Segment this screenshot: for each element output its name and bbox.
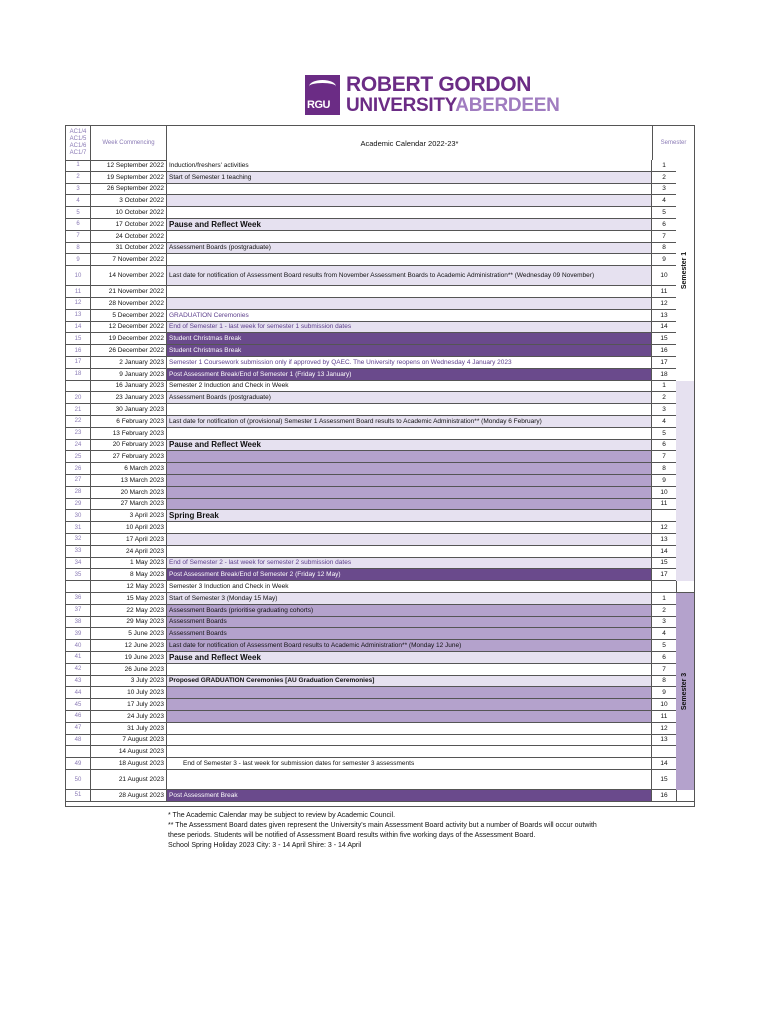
row-number: 26 [74,465,82,472]
event-cell: Start of Semester 3 (Monday 15 May) [166,593,652,604]
semester-week: 3 [652,617,677,628]
semester-week: 8 [652,463,677,474]
week-date: 12 September 2022 [90,160,166,171]
event-cell [166,770,652,789]
event-cell: Semester 1 Coursework submission only if approved by QAEC. The University reopens on Wednesday 4 January 2023 [166,357,652,368]
week-date: 21 August 2023 [90,770,166,789]
semester-week: 5 [652,640,677,651]
semester-week: 2 [652,392,677,403]
week-date: 26 June 2023 [90,664,166,675]
semester-week: 16 [652,345,677,356]
week-date: 13 February 2023 [90,428,166,439]
rgu-badge-icon [305,75,340,115]
logo-aberdeen: ABERDEEN [455,95,560,116]
semester-week: 14 [652,758,677,769]
row-number: 16 [74,347,82,354]
event-cell: Assessment Boards (postgraduate) [166,392,652,403]
event-cell [166,487,652,498]
row-number [66,581,90,592]
semester-week: 10 [652,266,677,285]
ac-code: AC1/5 [69,136,87,142]
semester-band [676,381,694,582]
table-row [66,593,694,605]
table-row [66,510,694,522]
event-cell: Proposed GRADUATION Ceremonies [AU Graduation Ceremonies] [166,676,652,687]
semester-week: 17 [652,569,677,580]
week-date: 28 November 2022 [90,298,166,309]
row-number: 51 [74,792,82,799]
week-date: 12 June 2023 [90,640,166,651]
row-number: 30 [74,512,82,519]
ac-code: AC1/7 [69,150,87,156]
row-number: 25 [74,453,82,460]
table-row [66,286,694,298]
week-date: 16 January 2023 [90,381,166,392]
table-row [66,231,694,243]
event-cell: Pause and Reflect Week [166,440,652,451]
semester-week: 9 [652,687,677,698]
week-date: 20 March 2023 [90,487,166,498]
table-row [66,790,694,802]
row-number: 46 [74,713,82,720]
table-row [66,687,694,699]
ac-code: AC1/4 [69,129,87,135]
event-cell [166,723,652,734]
week-date: 22 May 2023 [90,605,166,616]
semester-week: 18 [652,369,677,380]
semester-week: 7 [652,231,677,242]
week-date: 17 October 2022 [90,219,166,230]
footnote: School Spring Holiday 2023 City: 3 - 14 April Shire: 3 - 14 April [168,842,362,849]
table-row [66,746,694,758]
table-row [66,723,694,735]
row-number: 31 [74,524,82,531]
table-row [66,711,694,723]
semester-week [652,510,677,521]
week-date: 19 December 2022 [90,333,166,344]
row-number: 6 [76,221,80,228]
semester-week: 9 [652,254,677,265]
semester-week: 4 [652,416,677,427]
week-date: 7 November 2022 [90,254,166,265]
row-number: 3 [76,185,80,192]
table-row [66,440,694,452]
table-row [66,640,694,652]
table-row [66,676,694,688]
event-cell [166,746,652,757]
semester-week: 1 [652,160,677,171]
semester-week: 5 [652,207,677,218]
semester-week: 7 [652,451,677,462]
table-row [66,758,694,770]
event-cell: Post Assessment Break/End of Semester 1 (Friday 13 January) [166,369,652,380]
row-number: 28 [74,489,82,496]
semester-week: 10 [652,699,677,710]
semester-week: 16 [652,790,677,801]
table-row [66,392,694,404]
footnote: * The Academic Calendar may be subject to review by Academic Council. [168,812,396,819]
semester-week: 6 [652,440,677,451]
header-week-commencing: Week Commencing [90,126,166,160]
table-row [66,770,694,790]
footnotes [168,811,668,851]
event-cell [166,687,652,698]
table-row [66,735,694,747]
semester-week: 14 [652,546,677,557]
week-date: 9 January 2023 [90,369,166,380]
event-cell: Semester 3 Induction and Check in Week [166,581,652,592]
event-cell [166,735,652,746]
semester-week: 17 [652,357,677,368]
table-row [66,345,694,357]
week-date: 3 July 2023 [90,676,166,687]
event-cell: Spring Break [166,510,652,521]
row-number: 37 [74,607,82,614]
row-number: 2 [76,174,80,181]
footnote: these periods. Students will be notified of Assessment Board results within five working days of the Assessment Board. [168,832,536,839]
week-date: 14 August 2023 [90,746,166,757]
semester-week: 8 [652,243,677,254]
event-cell [166,207,652,218]
table-row [66,254,694,266]
week-date: 24 July 2023 [90,711,166,722]
table-row [66,381,694,393]
row-number: 39 [74,630,82,637]
row-number: 10 [74,272,82,279]
week-date: 3 April 2023 [90,510,166,521]
academic-calendar-table [65,125,695,807]
table-row [66,605,694,617]
event-cell: Student Christmas Break [166,333,652,344]
event-cell: Pause and Reflect Week [166,219,652,230]
table-row [66,664,694,676]
week-date: 24 April 2023 [90,546,166,557]
week-date: 3 October 2022 [90,195,166,206]
row-number: 4 [76,197,80,204]
event-cell: End of Semester 2 - last week for semester 2 submission dates [166,558,652,569]
row-number: 5 [76,209,80,216]
row-number: 20 [74,394,82,401]
event-cell [166,664,652,675]
semester-week: 4 [652,628,677,639]
table-row [66,160,694,172]
event-cell [166,546,652,557]
event-cell [166,475,652,486]
semester-week: 9 [652,475,677,486]
semester-week: 12 [652,298,677,309]
week-date: 17 April 2023 [90,534,166,545]
table-row [66,428,694,440]
week-date: 15 May 2023 [90,593,166,604]
week-date: 21 November 2022 [90,286,166,297]
row-number: 44 [74,689,82,696]
week-date: 12 May 2023 [90,581,166,592]
table-row [66,451,694,463]
row-number: 35 [74,571,82,578]
week-date: 10 April 2023 [90,522,166,533]
table-row [66,310,694,322]
week-date: 26 December 2022 [90,345,166,356]
row-number: 36 [74,595,82,602]
week-date: 8 May 2023 [90,569,166,580]
event-cell: Semester 2 Induction and Check in Week [166,381,652,392]
table-row [66,333,694,345]
semester-week: 14 [652,322,677,333]
event-cell: Assessment Boards [166,628,652,639]
header-semester: Semester [652,126,694,160]
row-number [66,746,90,757]
week-date: 12 December 2022 [90,322,166,333]
header-title: Academic Calendar 2022-23* [166,126,652,160]
week-date: 2 January 2023 [90,357,166,368]
week-date: 19 June 2023 [90,652,166,663]
table-row [66,522,694,534]
row-number: 38 [74,618,82,625]
row-number: 14 [74,323,82,330]
event-cell: Last date for notification of (provisional) Semester 1 Assessment Board results to Academic Administration** (Monday 6 February) [166,416,652,427]
table-row [66,628,694,640]
semester-week: 15 [652,558,677,569]
row-number: 43 [74,677,82,684]
week-date: 29 May 2023 [90,617,166,628]
week-date: 6 March 2023 [90,463,166,474]
week-date: 6 February 2023 [90,416,166,427]
event-cell [166,298,652,309]
row-number: 12 [74,300,82,307]
week-date: 26 September 2022 [90,184,166,195]
week-date: 10 October 2022 [90,207,166,218]
event-cell [166,254,652,265]
week-date: 18 August 2023 [90,758,166,769]
semester-week: 11 [652,286,677,297]
row-number: 11 [74,288,82,295]
semester-week: 12 [652,522,677,533]
row-number: 45 [74,701,82,708]
row-number: 47 [74,725,82,732]
week-date: 20 February 2023 [90,440,166,451]
table-row [66,487,694,499]
semester-band [676,160,694,381]
table-row [66,569,694,581]
table-row [66,357,694,369]
row-number: 7 [76,233,80,240]
rgu-logo [305,73,560,117]
table-row [66,416,694,428]
logo-university: UNIVERSITY [346,95,456,116]
logo-line-1: ROBERT GORDON [346,73,532,96]
week-date: 30 January 2023 [90,404,166,415]
table-row [66,298,694,310]
week-date: 10 July 2023 [90,687,166,698]
week-date: 27 March 2023 [90,499,166,510]
event-cell [166,404,652,415]
semester-week: 1 [652,381,677,392]
row-number: 50 [74,776,82,783]
semester-week: 3 [652,184,677,195]
row-number: 29 [74,500,82,507]
week-date: 7 August 2023 [90,735,166,746]
row-number: 32 [74,536,82,543]
semester-week: 15 [652,333,677,344]
week-date: 31 October 2022 [90,243,166,254]
week-date: 28 August 2023 [90,790,166,801]
row-number: 48 [74,736,82,743]
semester-week: 6 [652,219,677,230]
table-row [66,475,694,487]
event-cell: Pause and Reflect Week [166,652,652,663]
semester-week: 11 [652,711,677,722]
event-cell: Student Christmas Break [166,345,652,356]
logo-line-2 [346,95,560,117]
table-row [66,404,694,416]
table-row [66,172,694,184]
semester-week: 5 [652,428,677,439]
table-row [66,546,694,558]
event-cell [166,428,652,439]
event-cell [166,499,652,510]
row-number: 49 [74,760,82,767]
week-date: 5 December 2022 [90,310,166,321]
week-date: 14 November 2022 [90,266,166,285]
week-date: 19 September 2022 [90,172,166,183]
row-number: 33 [74,548,82,555]
row-number: 15 [74,335,82,342]
event-cell: GRADUATION Ceremonies [166,310,652,321]
event-cell: Assessment Boards (postgraduate) [166,243,652,254]
semester-week: 8 [652,676,677,687]
event-cell [166,522,652,533]
row-number: 27 [74,477,82,484]
table-row [66,322,694,334]
event-cell: Last date for notification of Assessment Board results to Academic Administration** (Monday 12 June) [166,640,652,651]
table-row [66,617,694,629]
row-number: 42 [74,666,82,673]
event-cell [166,231,652,242]
table-row [66,195,694,207]
row-number: 1 [76,162,80,169]
semester-week: 13 [652,310,677,321]
row-number: 34 [74,559,82,566]
row-number: 18 [74,371,82,378]
table-row [66,369,694,381]
semester-week: 12 [652,723,677,734]
semester-week: 2 [652,605,677,616]
semester-week [652,746,677,757]
week-date: 1 May 2023 [90,558,166,569]
row-number: 9 [76,256,80,263]
semester-week: 11 [652,499,677,510]
row-number: 21 [74,406,82,413]
week-date: 27 February 2023 [90,451,166,462]
week-date: 24 October 2022 [90,231,166,242]
event-cell: Induction/freshers' activities [166,160,652,171]
table-header [66,126,694,161]
badge-text: RGU [307,99,330,111]
semester-week: 6 [652,652,677,663]
event-cell: Post Assessment Break/End of Semester 2 (Friday 12 May) [166,569,652,580]
row-number: 40 [74,642,82,649]
footnote: ** The Assessment Board dates given represent the University's main Assessment Board activity but a number of Boards will occur outwith [168,822,597,829]
week-date: 17 July 2023 [90,699,166,710]
semester-week: 13 [652,534,677,545]
row-number: 22 [74,418,82,425]
row-number: 8 [76,244,80,251]
table-row [66,184,694,196]
header-ac-codes [66,126,90,160]
semester-week: 1 [652,593,677,604]
week-date: 31 July 2023 [90,723,166,734]
ac-code: AC1/6 [69,143,87,149]
event-cell [166,699,652,710]
semester-week [652,581,677,592]
semester-band [676,593,694,790]
row-number: 13 [74,312,82,319]
event-cell [166,451,652,462]
semester-week: 7 [652,664,677,675]
event-cell [166,711,652,722]
week-date: 13 March 2023 [90,475,166,486]
table-row [66,699,694,711]
table-row [66,581,694,593]
semester-week: 3 [652,404,677,415]
event-cell: Assessment Boards [166,617,652,628]
table-row [66,534,694,546]
event-cell: Last date for notification of Assessment Board results from November Assessment Boards to Academic Administration** (Wednesday 09 November) [166,266,652,285]
row-number: 24 [74,441,82,448]
table-row [66,243,694,255]
table-row [66,219,694,231]
table-row [66,266,694,286]
semester-label: Semester 3 [681,672,689,711]
table-row [66,463,694,475]
row-number [66,381,90,392]
event-cell [166,463,652,474]
event-cell: End of Semester 1 - last week for semester 1 submission dates [166,322,652,333]
week-date: 5 June 2023 [90,628,166,639]
row-number: 41 [74,654,82,661]
table-row [66,499,694,511]
table-row [66,207,694,219]
row-number: 17 [74,359,82,366]
event-cell [166,534,652,545]
row-number: 23 [74,430,82,437]
semester-week: 15 [652,770,677,789]
event-cell: Post Assessment Break [166,790,652,801]
table-row [66,652,694,664]
event-cell: End of Semester 3 - last week for submission dates for semester 3 assessments [166,758,652,769]
week-date: 23 January 2023 [90,392,166,403]
semester-week: 4 [652,195,677,206]
semester-week: 13 [652,735,677,746]
event-cell [166,195,652,206]
semester-label: Semester 1 [681,251,689,289]
table-row [66,558,694,570]
semester-week: 2 [652,172,677,183]
event-cell: Assessment Boards (prioritise graduating cohorts) [166,605,652,616]
event-cell [166,184,652,195]
event-cell [166,286,652,297]
event-cell: Start of Semester 1 teaching [166,172,652,183]
semester-week: 10 [652,487,677,498]
